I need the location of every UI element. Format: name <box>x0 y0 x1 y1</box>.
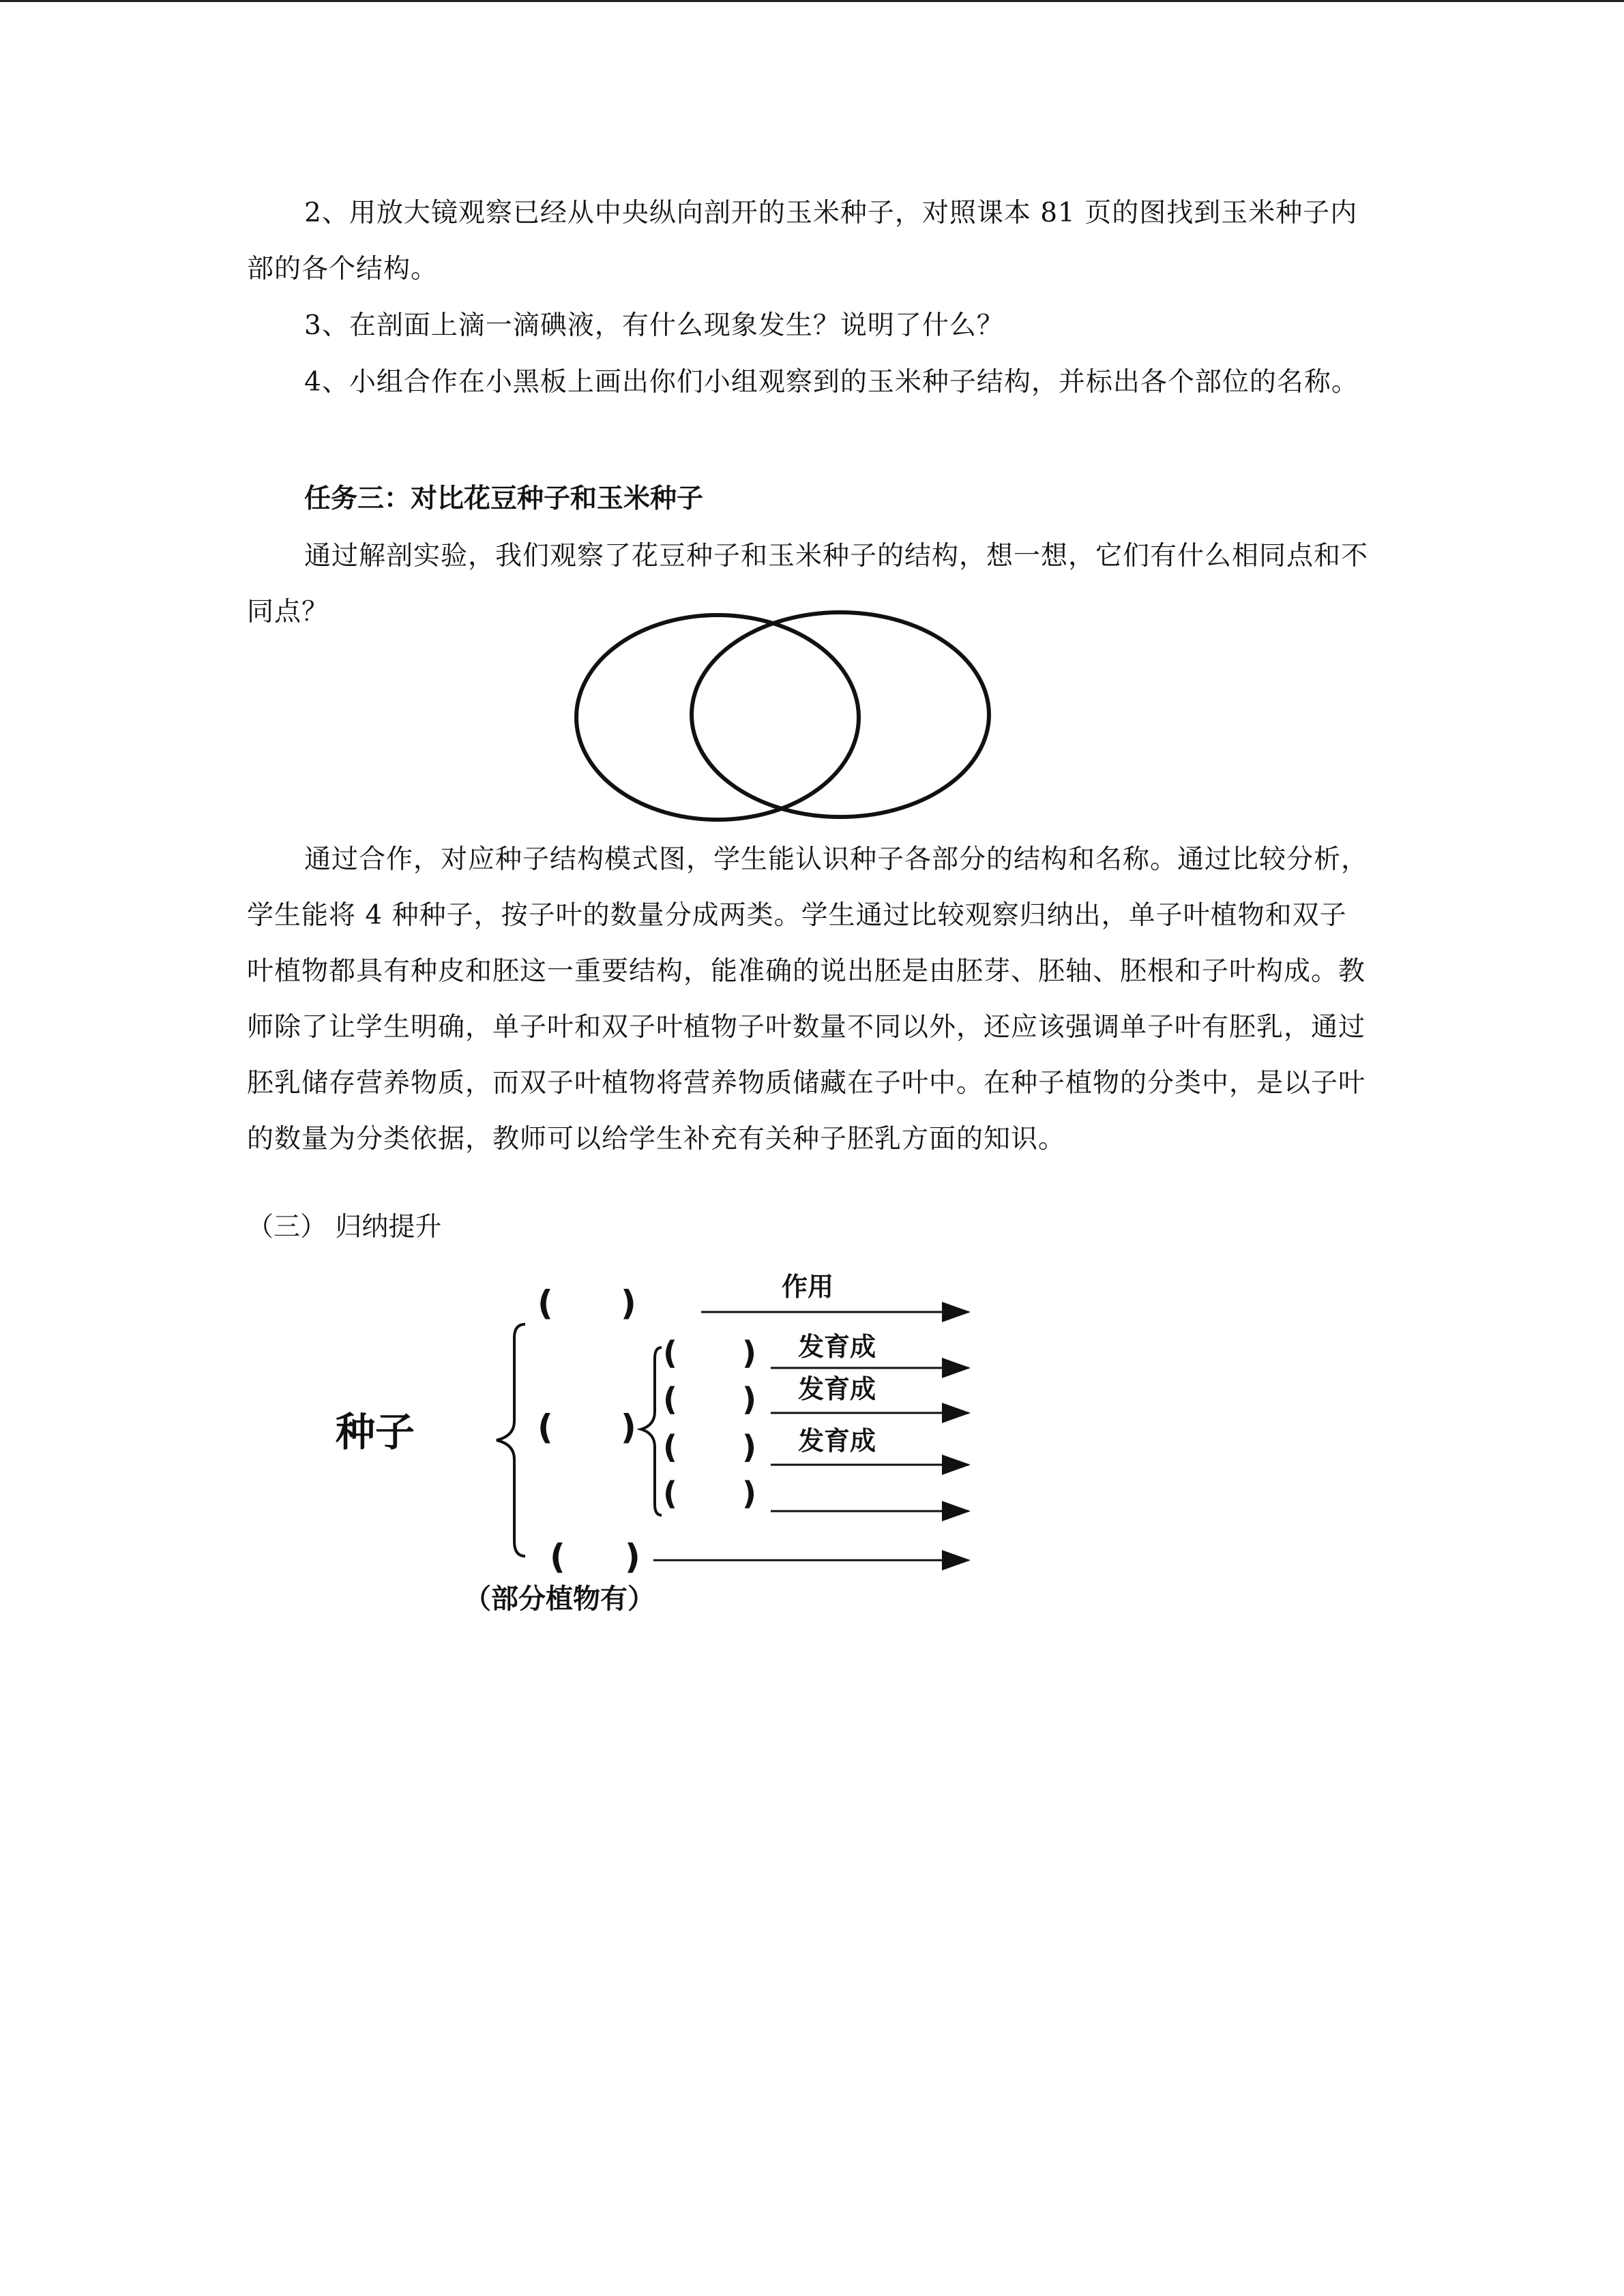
step-2-paragraph: 2、用放大镜观察已经从中央纵向剖开的玉米种子，对照课本 81 页的图找到玉米种子内部的各个结构。 <box>247 198 1358 284</box>
bottom-bracket-close: ) <box>625 1537 640 1577</box>
inner-row-1-open: ( <box>663 1335 678 1371</box>
summary-paragraph: 通过合作，对应种子结构模式图，学生能认识种子各部分的结构和名称。通过比较分析，学生能将 4 种种子，按子叶的数量分成两类。学生通过比较观察归纳出，单子叶植物和双子叶植物都具有种皮和胚这一重要结构，能准确的说出胚是由胚芽、胚轴、胚根和子叶构成。教师除了让学生明确，单子叶和双子叶植物子叶数量不同以外，还应该强调单子叶有胚乳，通过胚乳储存营养物质，而双子叶植物将营养物质储藏在子叶中。在种子植物的分类中，是以子叶的数量为分类依据，教师可以给学生补充有关种子胚乳方面的知识。 <box>247 844 1369 1154</box>
inner-row-2-open: ( <box>663 1381 678 1418</box>
step-4-paragraph: 4、小组合作在小黑板上画出你们小组观察到的玉米种子结构，并标出各个部位的名称。 <box>304 367 1359 398</box>
effect-label: 作用 <box>782 1272 834 1302</box>
develop-label-3: 发育成 <box>798 1426 876 1456</box>
inner-row-4-close: ) <box>742 1475 757 1512</box>
venn-left-circle <box>576 615 859 820</box>
inner-row-4-open: ( <box>663 1475 678 1512</box>
diagram-footnote: （部分植物有） <box>464 1583 655 1615</box>
inner-row-3-close: ) <box>742 1429 757 1465</box>
bottom-bracket-open: ( <box>550 1537 565 1577</box>
step-3-paragraph: 3、在剖面上滴一滴碘液，有什么现象发生？说明了什么？ <box>304 310 1004 341</box>
diagram-root-label: 种子 <box>336 1409 415 1455</box>
task-3-question: 通过解剖实验，我们观察了花豆种子和玉米种子的结构，想一想，它们有什么相同点和不同点？ <box>247 541 1369 627</box>
task-3-heading: 任务三：对比花豆种子和玉米种子 <box>304 483 704 514</box>
inner-row-2-close: ) <box>742 1381 757 1418</box>
develop-label-2: 发育成 <box>798 1374 876 1404</box>
middle-bracket-open: ( <box>537 1407 553 1447</box>
venn-right-circle <box>692 612 989 817</box>
middle-bracket-close: ) <box>621 1407 636 1447</box>
venn-diagram <box>573 607 1084 832</box>
develop-label-1: 发育成 <box>798 1332 876 1362</box>
outer-brace <box>497 1324 525 1556</box>
page-top-border <box>0 0 1624 2</box>
section-3-title: （三） 归纳提升 <box>247 1212 442 1242</box>
top-bracket-open: ( <box>537 1283 553 1323</box>
inner-row-1-close: ) <box>742 1335 757 1371</box>
seed-structure-diagram <box>321 1262 1003 1623</box>
top-bracket-close: ) <box>621 1283 636 1323</box>
inner-row-3-open: ( <box>663 1429 678 1465</box>
inner-brace <box>641 1347 662 1515</box>
